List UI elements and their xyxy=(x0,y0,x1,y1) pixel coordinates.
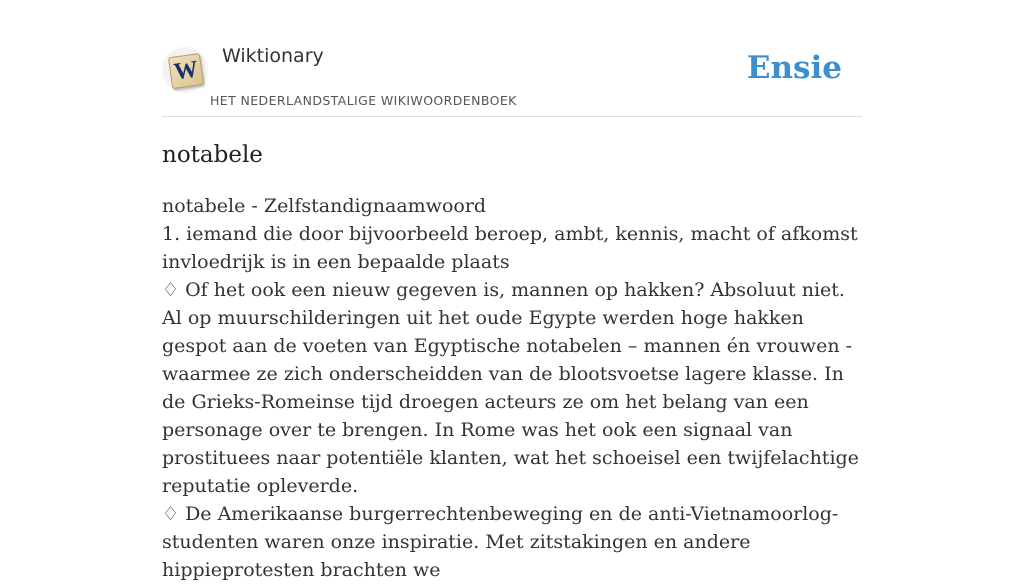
site-tagline: HET NEDERLANDSTALIGE WIKIWOORDENBOEK xyxy=(210,93,517,108)
entry-content xyxy=(162,136,862,584)
site-name[interactable]: Wiktionary xyxy=(222,45,324,67)
wiktionary-logo-icon[interactable] xyxy=(162,47,208,93)
page-title: notabele xyxy=(162,142,263,168)
definition-text: 1. iemand die door bijvoorbeeld beroep, ambt, kennis, macht of afkomst invloedrijk is in een bepaalde plaats xyxy=(162,223,858,273)
site-header xyxy=(162,0,862,117)
entry-heading: notabele - Zelfstandignaamwoord xyxy=(162,195,487,217)
entry-body xyxy=(162,192,862,584)
ensie-brand-logo[interactable]: Ensie xyxy=(746,50,842,86)
example-sentence: ♢ De Amerikaanse burgerrechtenbeweging en de anti-Vietnamoorlog-studenten waren onze inspiratie. Met zitstakingen en andere hippieprotesten brachten we xyxy=(162,503,839,581)
logo-tile: W xyxy=(168,53,204,89)
example-sentence: ♢ Of het ook een nieuw gegeven is, mannen op hakken? Absoluut niet. Al op muurschilderingen uit het oude Egypte werden hoge hakken gespot aan de voeten van Egyptische notabelen – mannen én vrouwen - waarmee ze zich onderscheidden van de blootsvoetse lagere klasse. In de Grieks-Romeinse tijd droegen acteurs ze om het belang van een personage over te brengen. In Rome was het ook een signaal van prostituees naar potentiële klanten, wat het schoeisel een twijfelachtige reputatie opleverde. xyxy=(162,279,859,497)
